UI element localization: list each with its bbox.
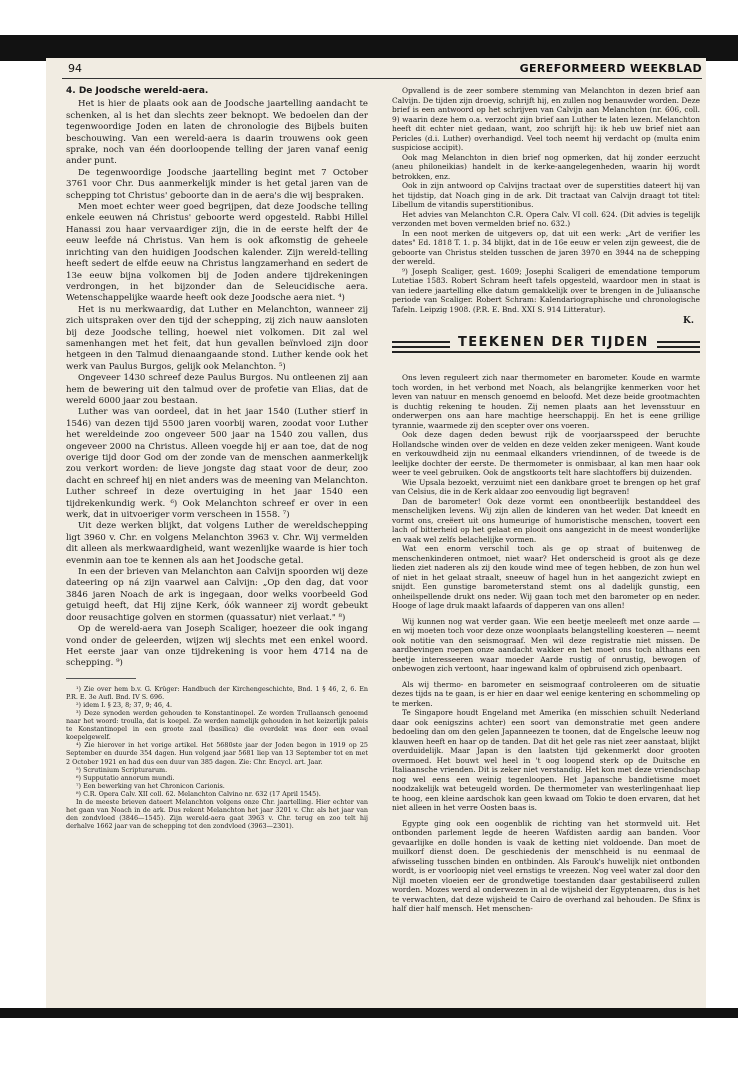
footnote: ⁴) Zie hierover in het vorige artikel. Het 5680ste jaar der Joden begon in 1919 op 25 September en duurde 354 dagen. Hun volgend jaar 5681 liep van 13 September tot en met 2 October 1921 en had dus een duur van 385 dagen. Zie: Chr. Encycl. art. Jaar. [66,741,368,766]
paragraph: Wie Upsala bezoekt, verzuimt niet een dankbare groet te brengen op het graf van Celsius, die in de Kerk aldaar zoo eenvoudig ligt begraven! [392,477,700,497]
footnote-rule [66,678,136,679]
right-column [392,86,700,914]
paragraph: Op de wereld-aera van Joseph Scaliger, hoezeer die ook ingang vond onder de geleerden, wijzen wij slechts met een enkel woord. Het eerste jaar van onze tijdrekening is voor hem 4714 na de schepping. ⁹) [66,624,368,669]
section-title: TEEKENEN DER TIJDEN [450,337,657,348]
paragraph: De tegenwoordige Joodsche jaartelling begint met 7 October 3761 voor Chr. Dus aanmerkelijk minder is het getal jaren van de schepping tot Christus' geboorte dan in de aera's die wij bespraken. [66,167,368,201]
paragraph: In een noot merken de uitgevers op, dat uit een werk: „Art de verifier les dates" Ed. 1818 T. 1. p. 34 blijkt, dat in de 16e eeuw er velen zijn geweest, die de geboorte van Christus stelden tusschen de jaren 3970 en 3944 na de schepping der wereld. [392,228,700,266]
publication-title: GEREFORMEERD WEEKBLAD [519,62,702,75]
author-signature: K. [683,316,694,326]
footnote: ⁸) C.R. Opera Calv. XII coll. 62. Melanchton Calvino nr. 632 (17 April 1545). [76,789,321,798]
paragraph: Ook in zijn antwoord op Calvijns tractaat over de superstities dateert hij van het tijdstip, dat Noach ging in de ark. Dit tractaat van Calvijn draagt tot titel: Libellum de vitandis superstitionibus. [392,181,700,209]
paragraph: Dan de barometer! Ook deze vormt een onontbeerlijk bestanddeel des menschelijken levens. Wij zijn allen de kinderen van het weder. Dat kneedt en vormt ons, creëert uit ons humeurige of humoristische menschen, toovert een lach of bitterheid op het gelaat en plooit ons aangezicht in de meest wonderlijke en vaak wel zelfs belachelijke vormen. [392,496,700,544]
footnote: ¹) Zie over hem b.v. G. Krüger: Handbuch der Kirchengeschichte, Bnd. 1 § 46, 2, 6. En P.R. E. 3e Aufl. Bnd. IV S. 696. [66,684,368,701]
footnote-continuation [392,86,700,314]
page-number: 94 [68,62,82,75]
paragraph: Ook mag Melanchton in dien brief nog opmerken, dat hij zonder eerzucht (aneu philoneikias) handelt in de kerke-aangelegenheden, waarin hij wordt betrokken, enz. [392,152,700,181]
paragraph: Het advies van Melanchton C.R. Opera Calv. VI coll. 624. (Dit advies is tegelijk verzonden met boven vermelden brief no. 632.) [392,209,700,228]
footnote: ³) Deze synoden werden gehouden te Konstantinopel. Ze worden Trullaansch genoemd naar het woord: troulla, dat is koepel. Ze werden namelijk gehouden in het keizerlijk paleis te Konstantinopel in een groote zaal (basilica) die overdekt was door een ovaal koepelgewelf. [66,709,368,742]
article-heading: 4. De Joodsche wereld-aera. [66,86,209,96]
paragraph: Wat een enorm verschil toch als ge op straat of buitenweg de menschenkinderen ontmoet, niet waar? Het onderscheid is groot als ge deze lieden ziet naderen als zij den koude wind mee of tegen hebben, de zon hun wel of niet in het gelaat straalt, sneeuw of hagel hun in het aangezicht zwiept en snijdt. Een gunstige barometerstand stemt ons al dadelijk gunstig, een onheilspellende drukt ons neder. Wij gaan toch met den barometer op en neder. Hooge of lage druk maakt lafaards of dapperen van ons allen! [392,544,700,611]
paragraph: Wij kunnen nog wat verder gaan. Wie een beetje meeleeft met onze aarde — en wij moeten toch voor deze onze woonplaats belangstelling koesteren — neemt ook notitie van den seismograaf. Men wil deze registratie niet missen. De aardbevingen roepen onze aandacht wakker en het moet ons toch althans een beetje interesseeren waar moeder Aarde rustig of onrustig, bewogen of onbewogen zich vertoont, haar ingewand kalm of opbruisend zich openbaart. [392,616,700,674]
footnote: ⁷) Een bewerking van het Chronicon Carionis. [76,781,225,790]
paragraph: Men moet echter weer goed begrijpen, dat deze Joodsche telling enkele eeuwen ná Christus' geboorte werd opgesteld. Rabbi Hillel Hanassi zou haar vervaardiger zijn, die in de eerste helft der 4e eeuw leefde ná Christus. Van hem is ook afkomstig de geheele inrichting van den huidigen Joodschen kalender. Zijn wereld-telling heeft sedert de elfde eeuw na Christus langzamerhand en sedert de 13e eeuw bijna volkomen bij de Joden andere tijdrekeningen verdrongen, in het bijzonder dan de Seleucidische aera. Wetenschappelijke waarde heeft ook deze Joodsche aera niet. ⁴) [66,202,368,304]
page-header [62,62,706,76]
paragraph: Te Singapore houdt Engeland met Amerika (en misschien schuilt Nederland daar ook eenigszins achter) een soort van demonstratie met geen andere bedoeling dan om den gelen Japanneezen te toonen, dat de Engelsche leeuw nog klauwen heeft en haar op de tanden. Dat dit het gele ras niet zeer aanstaat, blijkt overduidelijk. Maar Japan is den laatsten tijd gekenmerkt door grooten overmoed. Het bouwt wel heel in 't oog loopend sterk op de Duitsche en Italiaansche vrienden. Dit is zeker niet verstandig. Het kon met deze vriendschap nog wel eens een weinig tegenloopen. Het Japansche bandietisme moet noodzakelijk wat beteugeld worden. De thermometer van westerlingenhaat liep te hoog, een kleine aardschok kan geen kwaad om Tokio te doen ervaren, dat het niet alleen in het verre Oosten baas is. [392,708,700,813]
paragraph: Het is nu merkwaardig, dat Luther en Melanchton, wanneer zij zich uitspraken over den tijd der schepping, zij zich nauw aansloten bij deze Joodsche telling, hoewel niet volkomen. Dit zal wel samenhangen met het feit, dat hun gevallen beïnvloed zijn door hetgeen in den Talmud dienaangaande stond. Luther kende ook het werk van Paulus Burgos, gelijk ook Melanchton. ⁵) [66,304,368,372]
footnote: ⁵) Scrutinium Scripturarum. [76,765,168,774]
paragraph: ⁹) Joseph Scaliger, gest. 1609; Josephi Scaligeri de emendatione temporum Lutetiae 1583. Robert Schram heeft tafels opgesteld, waardoor men in staat is van iedere jaartelling elke datum gemakkelijk over te brengen in de Juliaansche periode van Scaliger. Robert Schram: Kalendariographische und chronologische Tafeln. Leipzig 1908. (P.R. E. Bnd. XXI S. 914 Litteratur). [392,266,700,314]
footnote: ⁶) Supputatio annorum mundi. [76,773,175,782]
footnote: ²) idem I. § 23, 8; 37, 9; 46, 4. [76,700,173,709]
header-rule [62,78,702,79]
section-header [392,333,700,367]
paragraph: Luther was van oordeel, dat in het jaar 1540 (Luther stierf in 1546) van dezen tijd 5500 jaren voorbij waren, zoodat voor Luther het wereldeinde zoo ongeveer 500 jaar na 1540 zou vallen, dus ongeveer 2000 na Christus. Alleen voegde hij er aan toe, dat de nog overige tijd door God om der zonde van de menschen aanmerkelijk zou verkort worden: de lieve jongste dag staat voor de deur, zoo dacht en schreef hij en niet anders was de meening van Melanchton. Luther schreef in deze overtuiging in het jaar 1540 een tijdrekenkundig werk. ⁶) Ook Melanchton schreef er over in een werk, dat in uitvoeriger vorm verscheen in 1558. ⁷) [66,407,368,521]
footnote: In de meeste brieven dateert Melanchton volgens onze Chr. jaartelling. Hier echter van het gaan van Noach in de ark. Dus rekent Melanchton het jaar 3201 v. Chr. als het jaar van den zondvloed (3846—1545). Zijn wereld-aera gaat 3963 v. Chr. terug en zoo telt hij derhalve 1662 jaar van de schepping tot den zondvloed (3963—2301). [66,798,368,831]
paragraph: Uit deze werken blijkt, dat volgens Luther de wereldschepping ligt 3960 v. Chr. en volgens Melanchton 3963 v. Chr. Wij vermelden dit alleen als merkwaardigheid, want wezenlijke waarde is hier toch evenmin aan toe te kennen als aan het Joodsche getal. [66,521,368,566]
paragraph: Als wij thermo- en barometer en seismograaf controleeren om de situatie dezes tijds na te gaan, is er hier en daar wel eenige kentering en schommeling op te merken. [392,679,700,708]
paragraph: In een der brieven van Melanchton aan Calvijn spoorden wij deze dateering op ná zijn vaarwel aan Calvijn: „Op den dag, dat voor 3846 jaren Noach de ark is ingegaan, door welks voorbeeld God getuigd heeft, dat Hij zijne Kerk, óók wanneer zij wordt gebeukt door reusachtige golven en stormen (quassatur) niet verlaat." ⁸) [66,567,368,623]
paragraph: Opvallend is de zeer sombere stemming van Melanchton in dezen brief aan Calvijn. De tijden zijn droevig, schrijft hij, en zullen nog benauwder worden. Deze brief is een antwoord op het schrijven van Calvijn aan Melanchton (nr. 606, coll. 9) waarin deze hem o.a. verzocht zijn brief aan Luther te laten lezen. Melanchton heeft dit echter niet gedaan, want, zoo schrijft hij: ik heb uw brief niet aan Pericles (d.i. Luther) overhandigd. Veel toch neemt hij verdacht op (multa enim suspiciose accipit). [392,86,700,152]
left-column [66,86,368,830]
paragraph: Ongeveer 1430 schreef deze Paulus Burgos. Nu ontleenen zij aan hem de bewering uit den talmud over de profetie van Elias, dat de wereld 6000 jaar zou bestaan. [66,373,368,406]
footnotes [66,685,368,831]
section-body [392,373,700,914]
scan-border-bottom [0,1008,738,1018]
paragraph: Ons leven reguleert zich naar thermometer en barometer. Koude en warmte toch worden, in het verbond met Noach, als belangrijke kenmerken voor het leven van natuur en mensch genoemd en beloofd. Met deze beide grootmachten is duchtig rekening te houden. Zij nemen plaats aan het levensstuur en onderwerpen ons aan hare machtige heerschappij. En het is eene grillige tyrannie, waarmede zij den scepter over ons voeren. [392,373,700,430]
paragraph: Het is hier de plaats ook aan de Joodsche jaartelling aandacht te schenken, al is het dan slechts zeer beknopt. We bedoelen dan der tegenwoordige Joden en laten de chronologie des Bijbels buiten beschouwing. Van een wereld-aera is daarin trouwens ook geen sprake, noch van één doorloopende telling der jaren vanaf eenig ander punt. [66,99,368,167]
paragraph: Ook deze dagen deden bewust rijk de voorjaarsspeed der beruchte Hollandsche winden over de velden en deze velden zeker menigeen. Want koude en verkouwdheid zijn nu eenmaal elkanders vriendinnen, of de tweede is de leelijke dochter der eerste. De thermometer is onmisbaar, al kan men haar ook weer te veel gebruiken. Ook de angstkoorts telt hare slachtoffers bij duizenden. [392,430,700,478]
paragraph: Egypte ging ook een oogenblik de richting van het stormveld uit. Het ontbonden parlement legde de heeren Wafdisten aardig aan banden. Voor gevaarlijke en dolle honden is vaak de ketting niet voldoende. Dan moet de muilkorf dienst doen. De geschiedenis der menschheid is nu eenmaal de afwisseling tusschen binden en ontbinden. Als Farouk's huwelijk niet ontbonden wordt, is er voorloopig niet veel ernstigs te vreezen. Nog veel water zal door den Nijl moeten vloeien eer de grondwetige toestanden daar gestabiliseerd zullen worden. Mozes werd al onderwezen in al de wijsheid der Egyptenaren, dus is het te verwachten, dat deze wijsheid te Cairo de overhand zal behouden. De Sfinx is half dier half mensch. Het menschen- [392,818,700,914]
